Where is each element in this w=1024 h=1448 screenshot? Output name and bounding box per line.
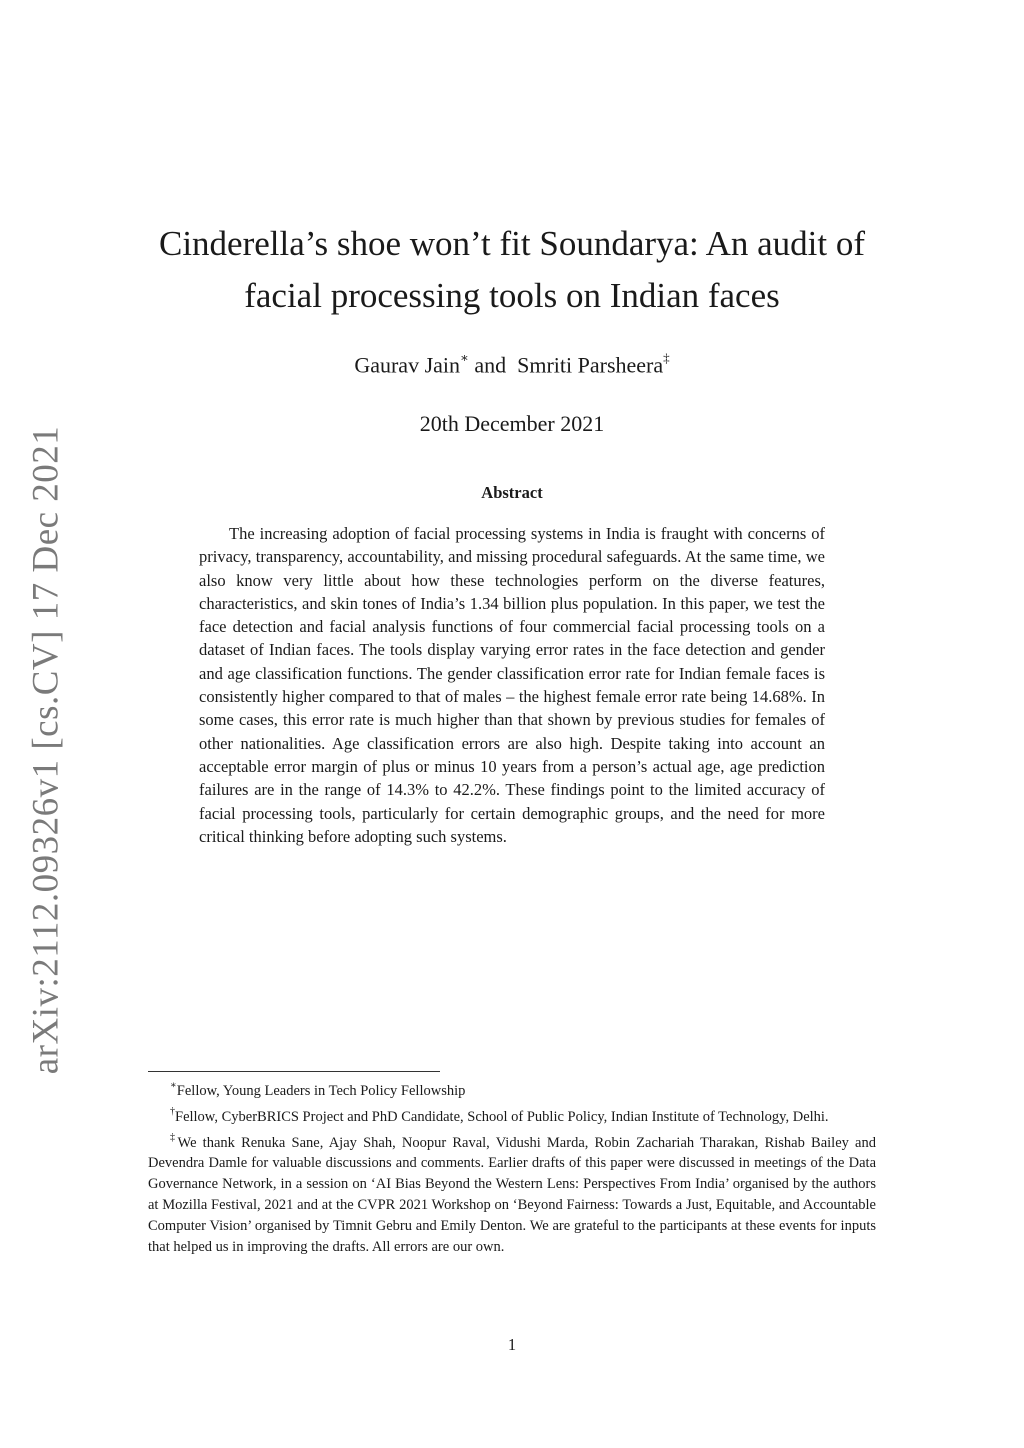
footnote-2 xyxy=(148,1102,876,1128)
arxiv-identifier-stamp: arXiv:2112.09326v1 [cs.CV] 17 Dec 2021 xyxy=(25,425,67,1075)
footnote-divider xyxy=(148,1071,440,1072)
author-name-2: Smriti Parsheera xyxy=(517,352,664,378)
footnote-3 xyxy=(148,1128,876,1259)
paper-title: Cinderella’s shoe won’t fit Soundarya: An audit of facial processing tools on Indian faces xyxy=(158,224,866,315)
footnote-text-2: Fellow, CyberBRICS Project and PhD Candidate, School of Public Policy, Indian Institute of Technology, Delhi. xyxy=(175,1108,829,1125)
page-number: 1 xyxy=(507,1335,517,1354)
footnotes-section xyxy=(148,1076,876,1258)
footnote-text-3: We thank Renuka Sane, Ajay Shah, Noopur Raval, Vidushi Marda, Robin Zachariah Tharakan, Rishab Bailey and Devendra Damle for valuable discussions and comments. Earlier drafts of this paper were discussed in meetings of the Data Governance Network, in a session on ‘AI Bias Beyond the Western Lens: Perspectives From India’ organised by the authors at Mozilla Festival, 2021 and at the CVPR 2021 Workshop on ‘Beyond Fairness: Towards a Just, Equitable, and Accountable Computer Vision’ organised by Timnit Gebru and Emily Denton. We are grateful to the participants at these events for inputs that helped us in improving the drafts. All errors are our own. xyxy=(148,1134,876,1256)
abstract-heading: Abstract xyxy=(481,483,543,502)
author-footnote-mark-2: ‡ xyxy=(663,350,670,365)
author-name-1: Gaurav Jain xyxy=(354,352,461,378)
footnote-1 xyxy=(148,1076,876,1102)
author-footnote-mark-1: ∗ xyxy=(460,350,469,365)
author-conjunction: and xyxy=(474,352,507,378)
publication-date: 20th December 2021 xyxy=(419,411,605,436)
footnote-text-1: Fellow, Young Leaders in Tech Policy Fellowship xyxy=(176,1082,466,1099)
footnote-mark-3: ‡ xyxy=(170,1131,178,1143)
abstract-text: The increasing adoption of facial processing systems in India is fraught with concerns of privacy, transparency, accountability, and missing procedural safeguards. At the same time, we also know very little about how these technologies perform on the diverse features, characteristics, and skin tones of India’s 1.34 billion plus population. In this paper, we test the face detection and facial analysis functions of four commercial facial processing tools on a dataset of Indian faces. The tools display varying error rates in the face detection and gender and age classification functions. The gender classification error rate for Indian female faces is consistently higher compared to that of males – the highest female error rate being 14.68%. In some cases, this error rate is much higher than that shown by previous studies for females of other nationalities. Age classification errors are also high. Despite taking into account an acceptable error margin of plus or minus 10 years from a person’s actual age, age prediction failures are in the range of 14.3% to 42.2%. These findings point to the limited accuracy of facial processing tools, particularly for certain demographic groups, and the need for more critical thinking before adopting such systems. xyxy=(199,524,825,846)
footnote-mark-1: ∗ xyxy=(170,1080,177,1091)
author-line xyxy=(140,344,884,381)
footnote-mark-2: † xyxy=(170,1105,175,1117)
